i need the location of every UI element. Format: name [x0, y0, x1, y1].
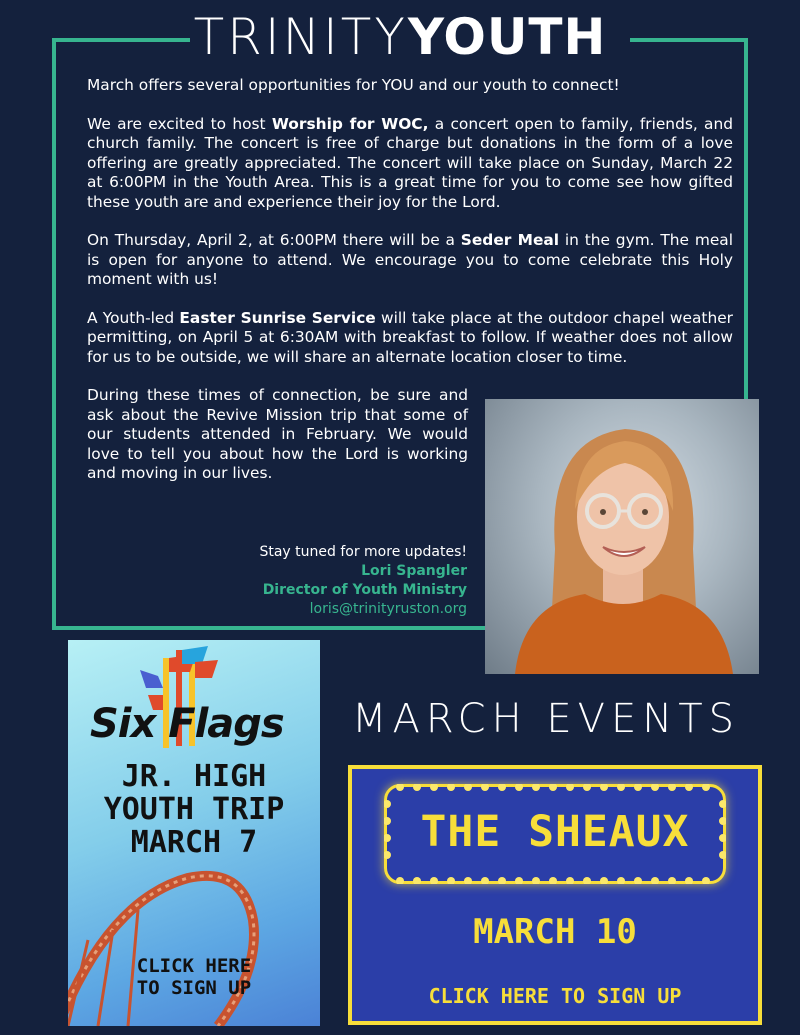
- marquee-bulb: [617, 877, 625, 884]
- marquee-bulb: [634, 784, 642, 791]
- marquee-bulb: [583, 877, 591, 884]
- sheaux-date: MARCH 10: [473, 912, 637, 952]
- marquee-bulb: [464, 784, 472, 791]
- marquee-bulb: [685, 877, 693, 884]
- paragraph-easter: [87, 309, 733, 368]
- marquee-bulb: [413, 877, 421, 884]
- signoff-line: Stay tuned for more updates!: [259, 544, 467, 560]
- frame-right-edge: [744, 38, 748, 400]
- portrait-photo: [485, 399, 759, 674]
- marquee-bulb: [617, 784, 625, 791]
- portrait-illustration: [485, 399, 759, 674]
- marquee-bulb: [447, 877, 455, 884]
- p2-post: a concert open to family, friends, and church family. The concert is free of charge but donations in the form of a love offering are greatly appreciated. The concert will take place on Sunday, March 22 at 6:00PM in the Youth Area. This is a great time for you to come see how gifted these youth are and experience their joy for the Lord.: [87, 114, 733, 211]
- marquee-bulb: [464, 877, 472, 884]
- title-light: TRINITY: [193, 8, 408, 66]
- paragraph-worship: [87, 115, 733, 213]
- marquee-bulb: [583, 784, 591, 791]
- title-bold: YOUTH: [407, 8, 607, 66]
- marquee-bulb: [549, 784, 557, 791]
- page-title: [0, 8, 800, 66]
- p4-pre: A Youth-led: [87, 308, 180, 327]
- marquee-bulb: [634, 877, 642, 884]
- marquee-bulb: [532, 877, 540, 884]
- p3-pre: On Thursday, April 2, at 6:00PM there will be a: [87, 231, 461, 249]
- p2-bold: Worship for WOC,: [271, 114, 429, 133]
- p4-bold: Easter Sunrise Service: [179, 308, 376, 327]
- marquee-bulb: [430, 877, 438, 884]
- marquee-bulb: [600, 877, 608, 884]
- marquee-bulb: [498, 784, 506, 791]
- signoff-role: Director of Youth Ministry: [262, 582, 467, 598]
- paragraph-seder: [87, 231, 733, 290]
- marquee-bulb: [481, 877, 489, 884]
- marquee-bulb: [481, 784, 489, 791]
- marquee-bulb: [566, 877, 574, 884]
- sixflags-cta-line-2: TO SIGN UP: [136, 977, 252, 999]
- marquee-bulb: [515, 877, 523, 884]
- signoff-name: Lori Spangler: [361, 563, 467, 579]
- sixflags-line-2: YOUTH TRIP: [103, 792, 285, 827]
- events-heading: MARCH EVENTS: [352, 696, 741, 742]
- marquee-bulb: [566, 784, 574, 791]
- signoff: [259, 543, 467, 619]
- p4-post: will take place at the outdoor chapel weather permitting, on April 5 at 6:30AM with breakfast to follow. If weather does not allow for us to be outside, we will share an alternate location closer to time.: [87, 308, 734, 366]
- marquee-bulb: [532, 784, 540, 791]
- p2-pre: We are excited to host: [87, 114, 272, 133]
- marquee-bulb: [600, 784, 608, 791]
- marquee-bulb: [702, 877, 710, 884]
- marquee-bulb: [668, 784, 676, 791]
- sixflags-line-1: JR. HIGH: [121, 759, 267, 794]
- marquee-bulb: [447, 784, 455, 791]
- marquee-bulb: [651, 877, 659, 884]
- marquee-bulb: [651, 784, 659, 791]
- sixflags-brand: Six Flags: [90, 701, 284, 747]
- sixflags-cta-line-1: CLICK HERE: [136, 955, 252, 977]
- marquee-bulb: [498, 877, 506, 884]
- marquee-bulb: [430, 784, 438, 791]
- p3-post: in the gym. The meal is open for anyone to attend. We encourage you to come celebrate this Holy moment with us!: [87, 231, 734, 288]
- sixflags-line-3: MARCH 7: [130, 825, 258, 860]
- marquee-bulb: [685, 784, 693, 791]
- marquee-bulb: [396, 784, 404, 791]
- signoff-email-link[interactable]: loris@trinityruston.org: [309, 601, 467, 617]
- paragraph-revive: During these times of connection, be sure and ask about the Revive Mission trip that some of our students attended in February. We would love to tell you about how the Lord is working and moving in our lives.: [87, 386, 468, 482]
- paragraph-intro: March offers several opportunities for YOU and our youth to connect!: [87, 76, 620, 94]
- marquee-bulb: [515, 784, 523, 791]
- marquee-bulb: [396, 877, 404, 884]
- sheaux-signup-link[interactable]: CLICK HERE TO SIGN UP: [428, 984, 682, 1008]
- sheaux-title: THE SHEAUX: [420, 807, 690, 857]
- marquee-bulb: [668, 877, 676, 884]
- marquee-bulb: [413, 784, 421, 791]
- marquee-bulb: [702, 784, 710, 791]
- marquee-bulb: [549, 877, 557, 884]
- sixflags-title: [68, 760, 320, 859]
- p3-bold: Seder Meal: [460, 231, 560, 249]
- sixflags-signup-link[interactable]: [68, 955, 320, 999]
